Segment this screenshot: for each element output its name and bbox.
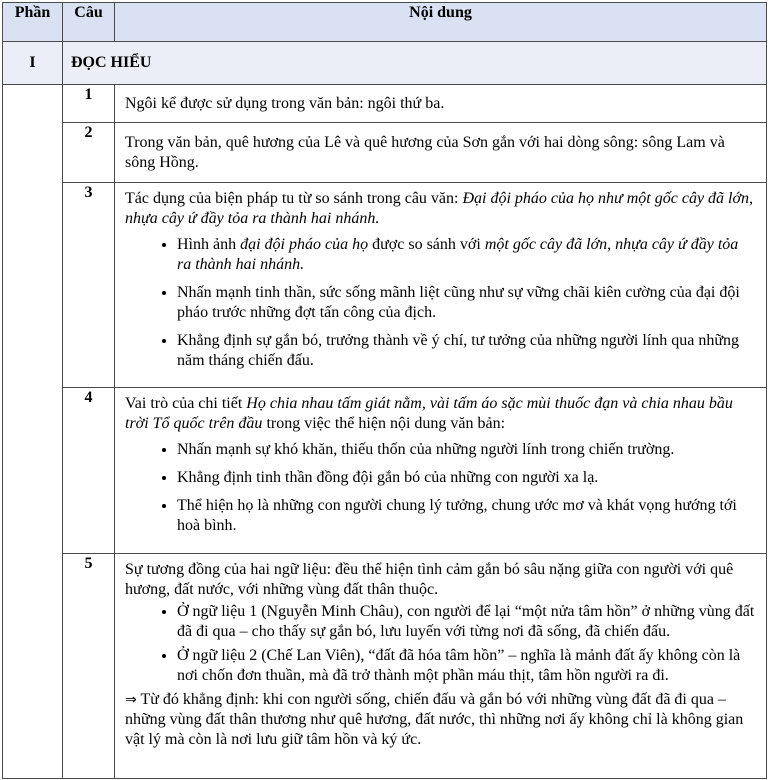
question-number: 3	[63, 183, 115, 388]
arrow-icon: ⇒	[125, 692, 137, 708]
answer-cell	[115, 388, 767, 554]
bullet-item: • Thể hiện họ là những con người chung lý tưởng, chung ước mơ và khát vọng hướng tới hoà bình.	[177, 496, 756, 536]
question-number: 4	[63, 388, 115, 554]
answer-cell	[115, 183, 767, 388]
bullet-item: • Nhấn mạnh sự khó khăn, thiếu thốn của những người lính trong chiến trường.	[177, 440, 756, 460]
question-number: 1	[63, 85, 115, 123]
answer-conclusion: ⇒ Từ đó khẳng định: khi con người sống, chiến đấu và gắn bó với những vùng đất đã đi qua – những vùng đất thân thương như quê hương, đất nước, thì những nơi ấy không chỉ là không gian vật lý mà còn là nơi lưu giữ tâm hồn và ký ức.	[125, 691, 744, 748]
answer-text: Ngôi kể được sử dụng trong văn bản: ngôi thứ ba.	[125, 94, 445, 112]
question-row-3	[3, 183, 767, 388]
answer-intro: Sự tương đồng của hai ngữ liệu: đều thể hiện tình cảm gắn bó sâu nặng giữa con người với quê hương, đất nước, với những vùng đất thân thuộc.	[125, 561, 734, 598]
header-row	[3, 3, 767, 42]
header-noi-dung: Nội dung	[115, 3, 767, 42]
section-row	[3, 42, 767, 85]
question-row-1	[3, 85, 767, 123]
bullet-item: • Khẳng định tinh thần đồng đội gắn bó của những con người xa lạ.	[177, 468, 756, 488]
answer-cell	[115, 123, 767, 183]
answer-cell	[115, 85, 767, 123]
question-row-5	[3, 554, 767, 779]
question-row-4	[3, 388, 767, 554]
bullet-item: • Khẳng định sự gắn bó, trưởng thành về ý chí, tư tưởng của những người lính qua những năm tháng chiến đấu.	[177, 331, 756, 371]
section-code: I	[3, 42, 63, 85]
answer-key-table	[2, 2, 767, 779]
question-number: 2	[63, 123, 115, 183]
question-number: 5	[63, 554, 115, 779]
bullet-item: • Ở ngữ liệu 1 (Nguyễn Minh Châu), con người để lại “một nửa tâm hồn” ở những vùng đất đã đi qua – cho thấy sự gắn bó, lưu luyến với từng nơi đã sống, đã chiến đấu.	[177, 602, 756, 642]
bullet-item: • Hình ảnh đại đội pháo của họ được so sánh với một gốc cây đã lớn, nhựa cây ứ đầy tỏa ra thành hai nhánh.	[177, 235, 756, 275]
answer-intro: Vai trò của chi tiết Họ chia nhau tấm giát nằm, vài tấm áo sặc mùi thuốc đạn và chia nhau bầu trời Tổ quốc trên đầu trong việc thể hiện nội dung văn bản:	[125, 395, 733, 432]
bullet-item: • Nhấn mạnh tinh thần, sức sống mãnh liệt cũng như sự vững chãi kiên cường của đại đội pháo trước những đợt tấn công của địch.	[177, 283, 756, 323]
bullet-item: • Ở ngữ liệu 2 (Chế Lan Viên), “đất đã hóa tâm hồn” – nghĩa là mảnh đất ấy không còn là nơi chốn đơn thuần, mà đã trở thành một phần máu thịt, tâm hồn người ra đi.	[177, 646, 756, 686]
section-span-cell	[3, 85, 63, 779]
answer-intro: Tác dụng của biện pháp tu từ so sánh trong câu văn: Đại đội pháo của họ như một gốc cây đã lớn, nhựa cây ứ đầy tỏa ra thành hai nhánh.	[125, 190, 754, 227]
answer-bullets	[125, 602, 756, 686]
section-title: ĐỌC HIỂU	[63, 42, 767, 85]
answer-cell	[115, 554, 767, 779]
answer-bullets	[125, 235, 756, 371]
question-row-2	[3, 123, 767, 183]
header-phan: Phần	[3, 3, 63, 42]
header-cau: Câu	[63, 3, 115, 42]
answer-bullets	[125, 440, 756, 536]
answer-text: Trong văn bản, quê hương của Lê và quê hương của Sơn gắn với hai dòng sông: sông Lam và sông Hồng.	[125, 133, 725, 171]
